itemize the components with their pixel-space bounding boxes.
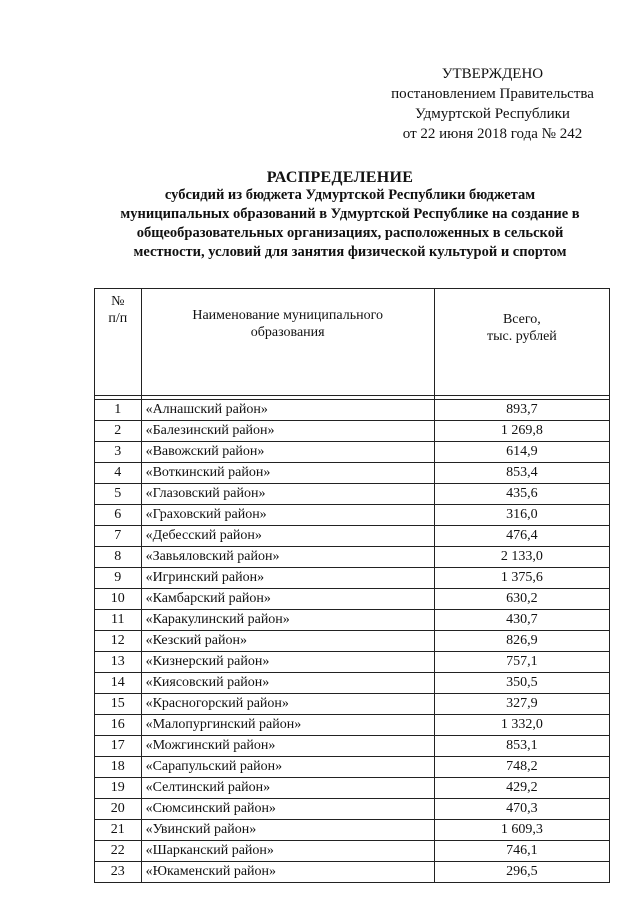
approval-block [385, 64, 600, 144]
table-row [95, 505, 610, 526]
row-total: 1 269,8 [434, 421, 609, 442]
table-body [95, 396, 610, 883]
row-municipality: «Шарканский район» [141, 841, 434, 862]
row-total: 316,0 [434, 505, 609, 526]
row-total: 1 332,0 [434, 715, 609, 736]
table-row [95, 442, 610, 463]
row-number: 8 [95, 547, 142, 568]
approval-line-resolution: постановлением Правительства [391, 86, 594, 102]
approval-line-date: от 22 июня 2018 года № 242 [402, 126, 583, 142]
table-row [95, 841, 610, 862]
header-municipality [141, 289, 434, 396]
row-municipality: «Увинский район» [141, 820, 434, 841]
row-number: 15 [95, 694, 142, 715]
row-total: 757,1 [434, 652, 609, 673]
row-municipality: «Балезинский район» [141, 421, 434, 442]
table-row [95, 757, 610, 778]
header-number [95, 289, 142, 396]
row-number: 5 [95, 484, 142, 505]
row-municipality: «Камбарский район» [141, 589, 434, 610]
row-number: 4 [95, 463, 142, 484]
subtitle-line-4: местности, условий для занятия физической культурой и спортом [133, 244, 567, 260]
approval-line-republic: Удмуртской Республики [415, 106, 570, 122]
table-row [95, 610, 610, 631]
row-municipality: «Сюмсинский район» [141, 799, 434, 820]
table-row [95, 694, 610, 715]
table-row [95, 631, 610, 652]
row-total: 630,2 [434, 589, 609, 610]
row-total: 826,9 [434, 631, 609, 652]
row-total: 853,4 [434, 463, 609, 484]
row-total: 327,9 [434, 694, 609, 715]
row-total: 476,4 [434, 526, 609, 547]
row-municipality: «Граховский район» [141, 505, 434, 526]
row-number: 18 [95, 757, 142, 778]
row-municipality: «Дебесский район» [141, 526, 434, 547]
row-municipality: «Алнашский район» [141, 400, 434, 421]
table-row [95, 715, 610, 736]
header-number-sign: № [111, 294, 125, 309]
row-total: 746,1 [434, 841, 609, 862]
row-total: 296,5 [434, 862, 609, 883]
row-number: 20 [95, 799, 142, 820]
subtitle-line-2: муниципальных образований в Удмуртской Республике на создание в [120, 206, 580, 222]
row-municipality: «Кезский район» [141, 631, 434, 652]
approval-heading: УТВЕРЖДЕНО [441, 66, 544, 82]
row-municipality: «Селтинский район» [141, 778, 434, 799]
row-municipality: «Завьяловский район» [141, 547, 434, 568]
document-subtitle [80, 186, 620, 262]
table-row [95, 547, 610, 568]
row-number: 21 [95, 820, 142, 841]
table-row [95, 799, 610, 820]
table-row [95, 484, 610, 505]
table-row [95, 526, 610, 547]
subtitle-line-3: общеобразовательных организациях, расположенных в сельской [136, 225, 564, 241]
table-row [95, 862, 610, 883]
row-municipality: «Красногорский район» [141, 694, 434, 715]
row-number: 10 [95, 589, 142, 610]
header-total-line-1: Всего, [502, 312, 541, 327]
row-total: 435,6 [434, 484, 609, 505]
table-row [95, 421, 610, 442]
row-number: 23 [95, 862, 142, 883]
row-municipality: «Можгинский район» [141, 736, 434, 757]
table-row [95, 568, 610, 589]
header-municipality-line-1: Наименование муниципального [192, 308, 383, 323]
row-number: 7 [95, 526, 142, 547]
row-municipality: «Малопургинский район» [141, 715, 434, 736]
distribution-table [94, 288, 610, 883]
table-row [95, 736, 610, 757]
row-total: 614,9 [434, 442, 609, 463]
row-number: 13 [95, 652, 142, 673]
header-number-label: п/п [108, 311, 128, 326]
subtitle-line-1: субсидий из бюджета Удмуртской Республики бюджетам [164, 187, 536, 203]
header-total [434, 289, 609, 396]
row-total: 1 375,6 [434, 568, 609, 589]
row-municipality: «Кизнерский район» [141, 652, 434, 673]
row-number: 1 [95, 400, 142, 421]
row-municipality: «Вавожский район» [141, 442, 434, 463]
row-number: 11 [95, 610, 142, 631]
row-number: 16 [95, 715, 142, 736]
row-number: 2 [95, 421, 142, 442]
row-number: 6 [95, 505, 142, 526]
table-row [95, 778, 610, 799]
table-header-row [95, 289, 610, 396]
row-number: 14 [95, 673, 142, 694]
row-total: 1 609,3 [434, 820, 609, 841]
row-total: 430,7 [434, 610, 609, 631]
row-number: 9 [95, 568, 142, 589]
table-row [95, 673, 610, 694]
row-number: 19 [95, 778, 142, 799]
row-number: 3 [95, 442, 142, 463]
row-total: 893,7 [434, 400, 609, 421]
row-total: 2 133,0 [434, 547, 609, 568]
row-municipality: «Киясовский район» [141, 673, 434, 694]
row-municipality: «Каракулинский район» [141, 610, 434, 631]
row-total: 470,3 [434, 799, 609, 820]
row-municipality: «Сарапульский район» [141, 757, 434, 778]
header-municipality-line-2: образования [250, 325, 325, 340]
table-row [95, 400, 610, 421]
row-municipality: «Глазовский район» [141, 484, 434, 505]
row-total: 429,2 [434, 778, 609, 799]
row-total: 853,1 [434, 736, 609, 757]
table-row [95, 463, 610, 484]
table-row [95, 652, 610, 673]
row-municipality: «Игринский район» [141, 568, 434, 589]
row-number: 22 [95, 841, 142, 862]
row-municipality: «Воткинский район» [141, 463, 434, 484]
row-number: 17 [95, 736, 142, 757]
header-total-line-2: тыс. рублей [486, 329, 557, 344]
row-number: 12 [95, 631, 142, 652]
row-total: 748,2 [434, 757, 609, 778]
document-title: РАСПРЕДЕЛЕНИЕ [266, 169, 414, 186]
table-row [95, 589, 610, 610]
table-row [95, 820, 610, 841]
row-municipality: «Юкаменский район» [141, 862, 434, 883]
row-total: 350,5 [434, 673, 609, 694]
